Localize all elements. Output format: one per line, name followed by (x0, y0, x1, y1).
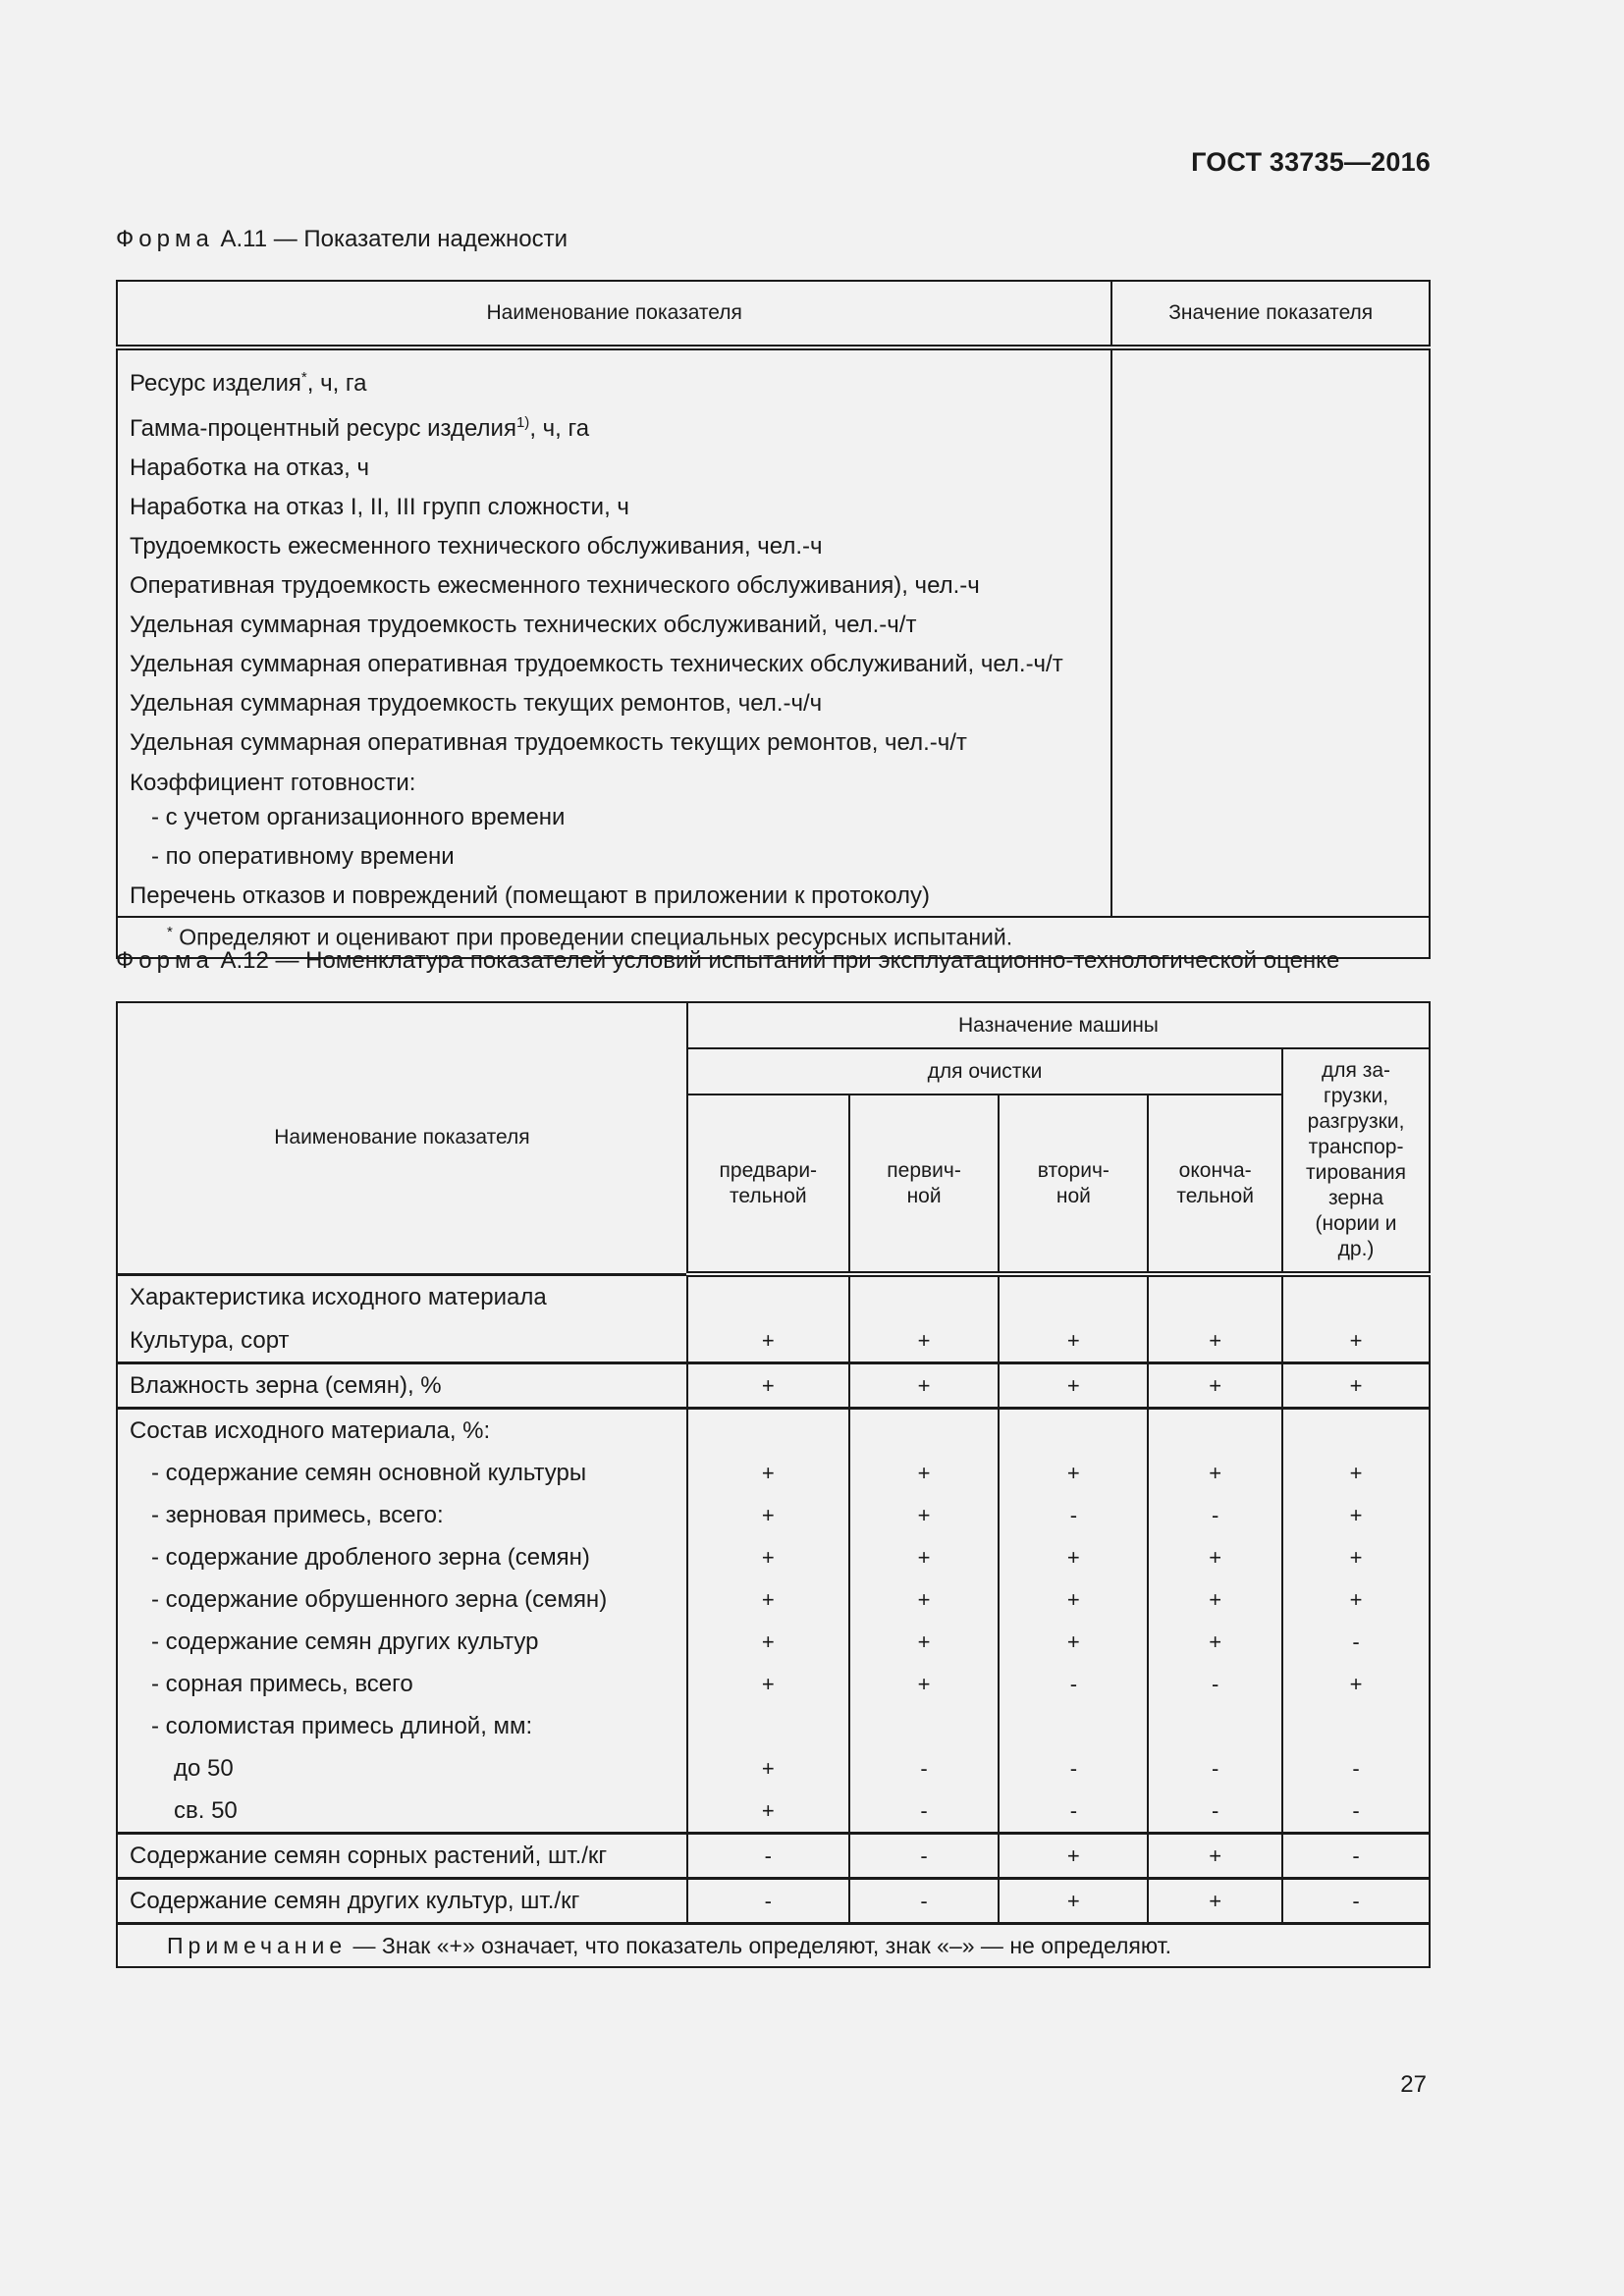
indicator-name: св. 50 (117, 1789, 687, 1834)
mark-cell: - (1282, 1879, 1430, 1924)
table-row (117, 1578, 1430, 1621)
table-row: Удельная суммарная оперативная трудоемкость технических обслуживаний, чел.-ч/т (130, 651, 1063, 677)
column-header-loading: для за- грузки, разгрузки, транспор- тирования зерна (нории и др.) (1282, 1048, 1430, 1274)
mark-cell: + (687, 1494, 849, 1536)
indicator-name: Содержание семян других культур, шт./кг (117, 1879, 687, 1924)
caption-text: А.11 — Показатели надежности (213, 226, 568, 252)
mark-cell: + (1148, 1879, 1282, 1924)
value-cell (1111, 347, 1430, 917)
mark-cell: + (849, 1578, 1000, 1621)
mark-cell: + (999, 1578, 1148, 1621)
table-row (117, 1363, 1430, 1409)
footnote: * Определяют и оценивают при проведении специальных ресурсных испытаний. (117, 917, 1430, 958)
mark-cell: + (849, 1494, 1000, 1536)
table-row (117, 1319, 1430, 1363)
mark-cell: + (1148, 1621, 1282, 1663)
indicator-name: Содержание семян сорных растений, шт./кг (117, 1834, 687, 1879)
column-header-primary: первич- ной (849, 1095, 1000, 1274)
indicator-name: - сорная примесь, всего (117, 1663, 687, 1705)
mark-cell: - (999, 1747, 1148, 1789)
table-row (117, 1274, 1430, 1319)
mark-cell: + (687, 1319, 849, 1363)
caption-text: А.12 — Номенклатура показателей условий испытаний при эксплуатационно-технологической оценке (213, 947, 1340, 974)
mark-cell: - (1148, 1663, 1282, 1705)
caption-prefix: Форма (116, 226, 214, 252)
mark-cell: + (1282, 1319, 1430, 1363)
indicator-name: - содержание семян других культур (117, 1621, 687, 1663)
mark-cell (999, 1705, 1148, 1747)
indicator-name: Характеристика исходного материала (117, 1274, 687, 1319)
mark-cell: + (687, 1452, 849, 1494)
table-row: Оперативная трудоемкость ежесменного технического обслуживания), чел.-ч (130, 572, 980, 599)
mark-cell: + (999, 1879, 1148, 1924)
indicator-name: - соломистая примесь длиной, мм: (117, 1705, 687, 1747)
table-row (117, 1536, 1430, 1578)
mark-cell (687, 1409, 849, 1453)
table-row: Перечень отказов и повреждений (помещают в приложении к протоколу) (130, 882, 930, 909)
column-header-final: оконча- тельной (1148, 1095, 1282, 1274)
form-a12-caption (116, 947, 1339, 975)
mark-cell: + (687, 1789, 849, 1834)
mark-cell (1148, 1274, 1282, 1319)
mark-cell: - (1148, 1789, 1282, 1834)
mark-cell: - (849, 1747, 1000, 1789)
mark-cell (1282, 1274, 1430, 1319)
mark-cell: + (849, 1363, 1000, 1409)
table-row: Гамма-процентный ресурс изделия$^{1)}$, ч, га (130, 414, 590, 442)
mark-cell: - (687, 1879, 849, 1924)
mark-cell: + (687, 1663, 849, 1705)
mark-cell: - (999, 1789, 1148, 1834)
mark-cell: + (1148, 1834, 1282, 1879)
mark-cell: - (687, 1834, 849, 1879)
mark-cell: - (999, 1663, 1148, 1705)
mark-cell (849, 1274, 1000, 1319)
mark-cell: + (1282, 1578, 1430, 1621)
reliability-indicators-cell (117, 347, 1111, 917)
mark-cell: + (999, 1363, 1148, 1409)
mark-cell (1282, 1705, 1430, 1747)
mark-cell: - (1282, 1789, 1430, 1834)
mark-cell (687, 1705, 849, 1747)
mark-cell: + (1282, 1363, 1430, 1409)
table-row: Удельная суммарная трудоемкость технических обслуживаний, чел.-ч/т (130, 612, 917, 638)
mark-cell: + (999, 1452, 1148, 1494)
mark-cell: + (849, 1663, 1000, 1705)
mark-cell: + (999, 1621, 1148, 1663)
mark-cell (849, 1705, 1000, 1747)
column-header-preliminary: предвари- тельной (687, 1095, 849, 1274)
table-row: Ресурс изделия*, ч, га (130, 369, 367, 397)
mark-cell: + (687, 1363, 849, 1409)
mark-cell: + (849, 1452, 1000, 1494)
form-a11-caption (116, 226, 568, 253)
mark-cell: + (1282, 1452, 1430, 1494)
table-row: - с учетом организационного времени (151, 804, 566, 830)
table-row: Наработка на отказ I, II, III групп сложности, ч (130, 494, 629, 520)
indicator-name: Состав исходного материала, %: (117, 1409, 687, 1453)
standard-number: ГОСТ 33735—2016 (1191, 147, 1431, 177)
mark-cell: - (1282, 1621, 1430, 1663)
column-header-name: Наименование показателя (117, 1002, 687, 1274)
column-header-name: Наименование показателя (117, 281, 1111, 347)
table-row: Коэффициент готовности: (130, 770, 416, 796)
table-row: Удельная суммарная трудоемкость текущих ремонтов, чел.-ч/ч (130, 690, 823, 717)
mark-cell: + (849, 1319, 1000, 1363)
mark-cell: + (687, 1578, 849, 1621)
table-row (117, 1663, 1430, 1705)
table-row: - по оперативному времени (151, 843, 455, 870)
mark-cell (1282, 1409, 1430, 1453)
mark-cell (1148, 1409, 1282, 1453)
test-conditions-table (116, 1001, 1431, 1968)
mark-cell (1148, 1705, 1282, 1747)
mark-cell: - (849, 1834, 1000, 1879)
indicator-name: Влажность зерна (семян), % (117, 1363, 687, 1409)
table-row: Удельная суммарная оперативная трудоемкость текущих ремонтов, чел.-ч/т (130, 729, 967, 756)
column-header-purpose: Назначение машины (687, 1002, 1430, 1048)
table-row (117, 1494, 1430, 1536)
mark-cell: + (1148, 1578, 1282, 1621)
mark-cell: + (1282, 1494, 1430, 1536)
table-row (117, 1621, 1430, 1663)
mark-cell: + (1148, 1452, 1282, 1494)
mark-cell: - (999, 1494, 1148, 1536)
mark-cell: - (1282, 1834, 1430, 1879)
mark-cell: + (1148, 1319, 1282, 1363)
mark-cell: - (1148, 1494, 1282, 1536)
mark-cell: + (849, 1621, 1000, 1663)
mark-cell: + (687, 1536, 849, 1578)
column-header-cleaning: для очистки (687, 1048, 1282, 1095)
table-row (117, 1705, 1430, 1747)
mark-cell (849, 1409, 1000, 1453)
mark-cell (999, 1274, 1148, 1319)
mark-cell: + (1148, 1536, 1282, 1578)
indicator-name: до 50 (117, 1747, 687, 1789)
mark-cell: - (1148, 1747, 1282, 1789)
mark-cell: - (1282, 1747, 1430, 1789)
mark-cell: - (849, 1879, 1000, 1924)
mark-cell: + (1282, 1536, 1430, 1578)
table-row (117, 1747, 1430, 1789)
mark-cell: + (687, 1747, 849, 1789)
caption-prefix: Форма (116, 947, 214, 974)
page-number: 27 (1400, 2071, 1427, 2098)
mark-cell: + (849, 1536, 1000, 1578)
column-header-secondary: вторич- ной (999, 1095, 1148, 1274)
indicator-name: - зерновая примесь, всего: (117, 1494, 687, 1536)
reliability-table (116, 280, 1431, 959)
table-row (117, 1789, 1430, 1834)
column-header-value: Значение показателя (1111, 281, 1430, 347)
indicator-name: Культура, сорт (117, 1319, 687, 1363)
table-row: Наработка на отказ, ч (130, 454, 370, 481)
table-row: Трудоемкость ежесменного технического обслуживания, чел.-ч (130, 533, 823, 560)
mark-cell: + (999, 1536, 1148, 1578)
table-row (117, 1834, 1430, 1879)
table-row (117, 1409, 1430, 1453)
table-row (117, 1879, 1430, 1924)
indicator-name: - содержание дробленого зерна (семян) (117, 1536, 687, 1578)
table-note: Примечание — Знак «+» означает, что показатель определяют, знак «–» — не определяют. (117, 1924, 1430, 1968)
mark-cell: + (999, 1834, 1148, 1879)
mark-cell: + (1148, 1363, 1282, 1409)
indicator-name: - содержание обрушенного зерна (семян) (117, 1578, 687, 1621)
mark-cell: + (687, 1621, 849, 1663)
mark-cell: + (999, 1319, 1148, 1363)
table-row (117, 1452, 1430, 1494)
mark-cell (687, 1274, 849, 1319)
mark-cell: - (849, 1789, 1000, 1834)
indicator-name: - содержание семян основной культуры (117, 1452, 687, 1494)
mark-cell (999, 1409, 1148, 1453)
mark-cell: + (1282, 1663, 1430, 1705)
